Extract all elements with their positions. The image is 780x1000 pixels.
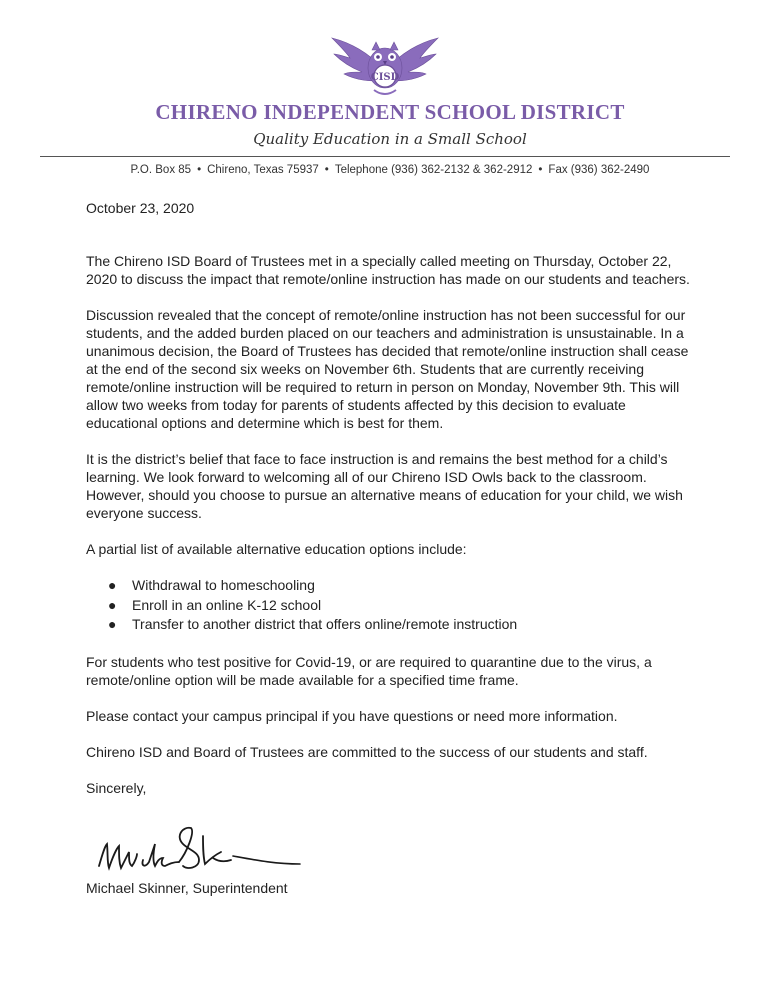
paragraph-options-intro: A partial list of available alternative education options include: (86, 541, 467, 557)
paragraph-meeting: The Chireno ISD Board of Trustees met in a specially called meeting on Thursday, October 22, 2020 to discuss the impact that remote/online instruction has made on our students and teachers. (86, 253, 690, 287)
signer-name: Michael Skinner, Superintendent (86, 880, 288, 896)
list-item-text: Withdrawal to homeschooling (132, 577, 315, 593)
header-divider (40, 156, 730, 157)
district-tagline: Quality Education in a Small School (253, 130, 527, 148)
letter-date: October 23, 2020 (86, 200, 195, 216)
owl-crest-icon (330, 32, 440, 102)
bullet-icon: ● (108, 577, 117, 593)
list-item (86, 615, 691, 635)
contact-city: Chireno, Texas 75937 (207, 164, 319, 176)
district-name: CHIRENO INDEPENDENT SCHOOL DISTRICT (155, 100, 625, 124)
contact-address: P.O. Box 85 (130, 164, 192, 176)
contact-line (0, 164, 780, 176)
paragraph-commitment: Chireno ISD and Board of Trustees are committed to the success of our students and staff. (86, 743, 648, 760)
paragraph-contact: Please contact your campus principal if you have questions or need more information. (86, 707, 618, 724)
list-item (86, 596, 691, 616)
list-item-text: Enroll in an online K-12 school (132, 596, 322, 613)
bullet-icon: ● (108, 616, 117, 632)
contact-fax: Fax (936) 362-2490 (548, 164, 650, 176)
handwritten-signature (95, 822, 305, 882)
options-list (86, 576, 691, 635)
logo-monogram: CISD (370, 72, 400, 83)
list-item-text: Transfer to another district that offers online/remote instruction (132, 616, 518, 632)
contact-telephone: Telephone (936) 362-2132 & 362-2912 (334, 164, 533, 176)
list-item (86, 576, 691, 596)
contact-separator: • (324, 164, 329, 176)
contact-separator: • (538, 164, 543, 176)
contact-separator: • (197, 164, 202, 176)
letter-body (86, 199, 691, 815)
bullet-icon: ● (108, 596, 117, 613)
paragraph-belief: It is the district’s belief that face to face instruction is and remains the best method for a child’s learning. We look forward to welcoming all of our Chireno ISD Owls back to the classroom. However, should you choose to pursue an alternative means of education for your child, we wish everyone success. (86, 451, 683, 521)
paragraph-covid: For students who test positive for Covid-19, or are required to quarantine due to the virus, a remote/online option will be made available for a specified time frame. (86, 653, 652, 688)
paragraph-decision: Discussion revealed that the concept of remote/online instruction has not been successful for our students, and the added burden placed on our teachers and administration is unsustainable. In a unanimous decision, the Board of Trustees has decided that remote/online instruction shall cease at the end of the second six weeks on November 6th. Students that are currently receiving remote/online instruction will be required to return in person on Monday, November 9th. This will allow two weeks from today for parents of students affected by this decision to evaluate educational options and determine which is best for them. (86, 307, 689, 431)
closing: Sincerely, (86, 779, 147, 796)
